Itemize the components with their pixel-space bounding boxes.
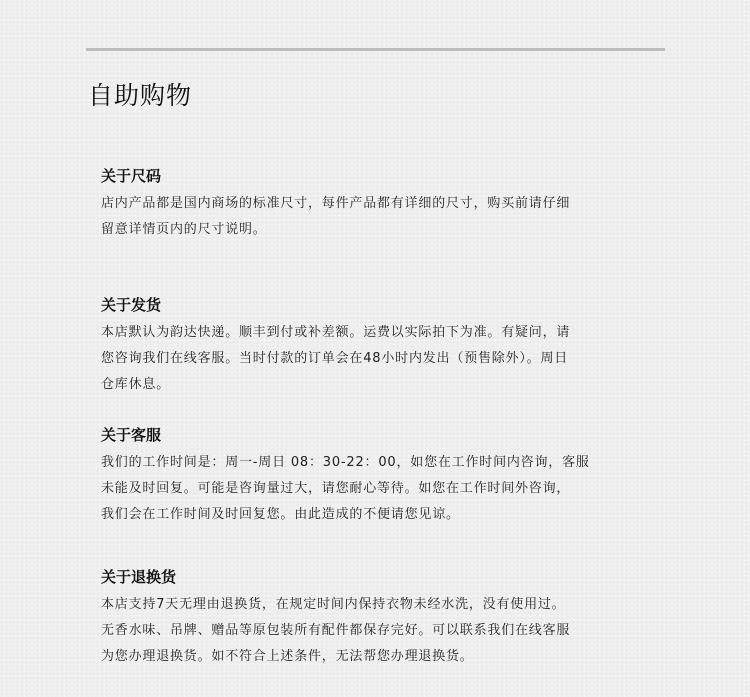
section-customer-service-line: 未能及时回复。可能是咨询量过大，请您耐心等待。如您在工作时间外咨询，	[101, 481, 571, 496]
section-returns-body	[101, 592, 661, 670]
section-customer-service-line: 我们会在工作时间及时回复您。由此造成的不便请您见谅。	[101, 507, 460, 522]
section-returns-line: 本店支持7天无理由退换货，在规定时间内保持衣物未经水洗，没有使用过。	[101, 597, 566, 612]
section-returns-line: 为您办理退换货。如不符合上述条件，无法帮您办理退换货。	[101, 649, 474, 664]
section-customer-service-line: 我们的工作时间是：周一-周日 08：30-22：00，如您在工作时间内咨询，客服	[101, 455, 590, 470]
section-customer-service	[101, 425, 661, 528]
section-size-line: 店内产品都是国内商场的标准尺寸，每件产品都有详细的尺寸，购买前请仔细	[101, 196, 571, 211]
section-shipping-line: 仓库休息。	[101, 377, 171, 392]
section-size	[101, 166, 661, 243]
section-size-body	[101, 191, 661, 243]
section-shipping-body	[101, 320, 661, 398]
section-shipping-title: 关于发货	[101, 296, 162, 314]
section-shipping-line: 您咨询我们在线客服。当时付款的订单会在48小时内发出（预售除外）。周日	[101, 351, 569, 366]
section-returns-title: 关于退换货	[101, 568, 177, 586]
section-returns-line: 无香水味、吊牌、赠品等原包装所有配件都保存完好。可以联系我们在线客服	[101, 623, 571, 638]
section-size-line: 留意详情页内的尺寸说明。	[101, 222, 267, 237]
section-shipping	[101, 295, 661, 398]
section-size-title: 关于尺码	[101, 167, 162, 185]
section-customer-service-body	[101, 450, 661, 528]
section-returns	[101, 567, 661, 670]
section-customer-service-title: 关于客服	[101, 426, 162, 444]
top-divider	[86, 48, 665, 51]
section-shipping-line: 本店默认为韵达快递。顺丰到付或补差额。运费以实际拍下为准。有疑问，请	[101, 325, 571, 340]
page-title: 自助购物	[88, 81, 193, 110]
